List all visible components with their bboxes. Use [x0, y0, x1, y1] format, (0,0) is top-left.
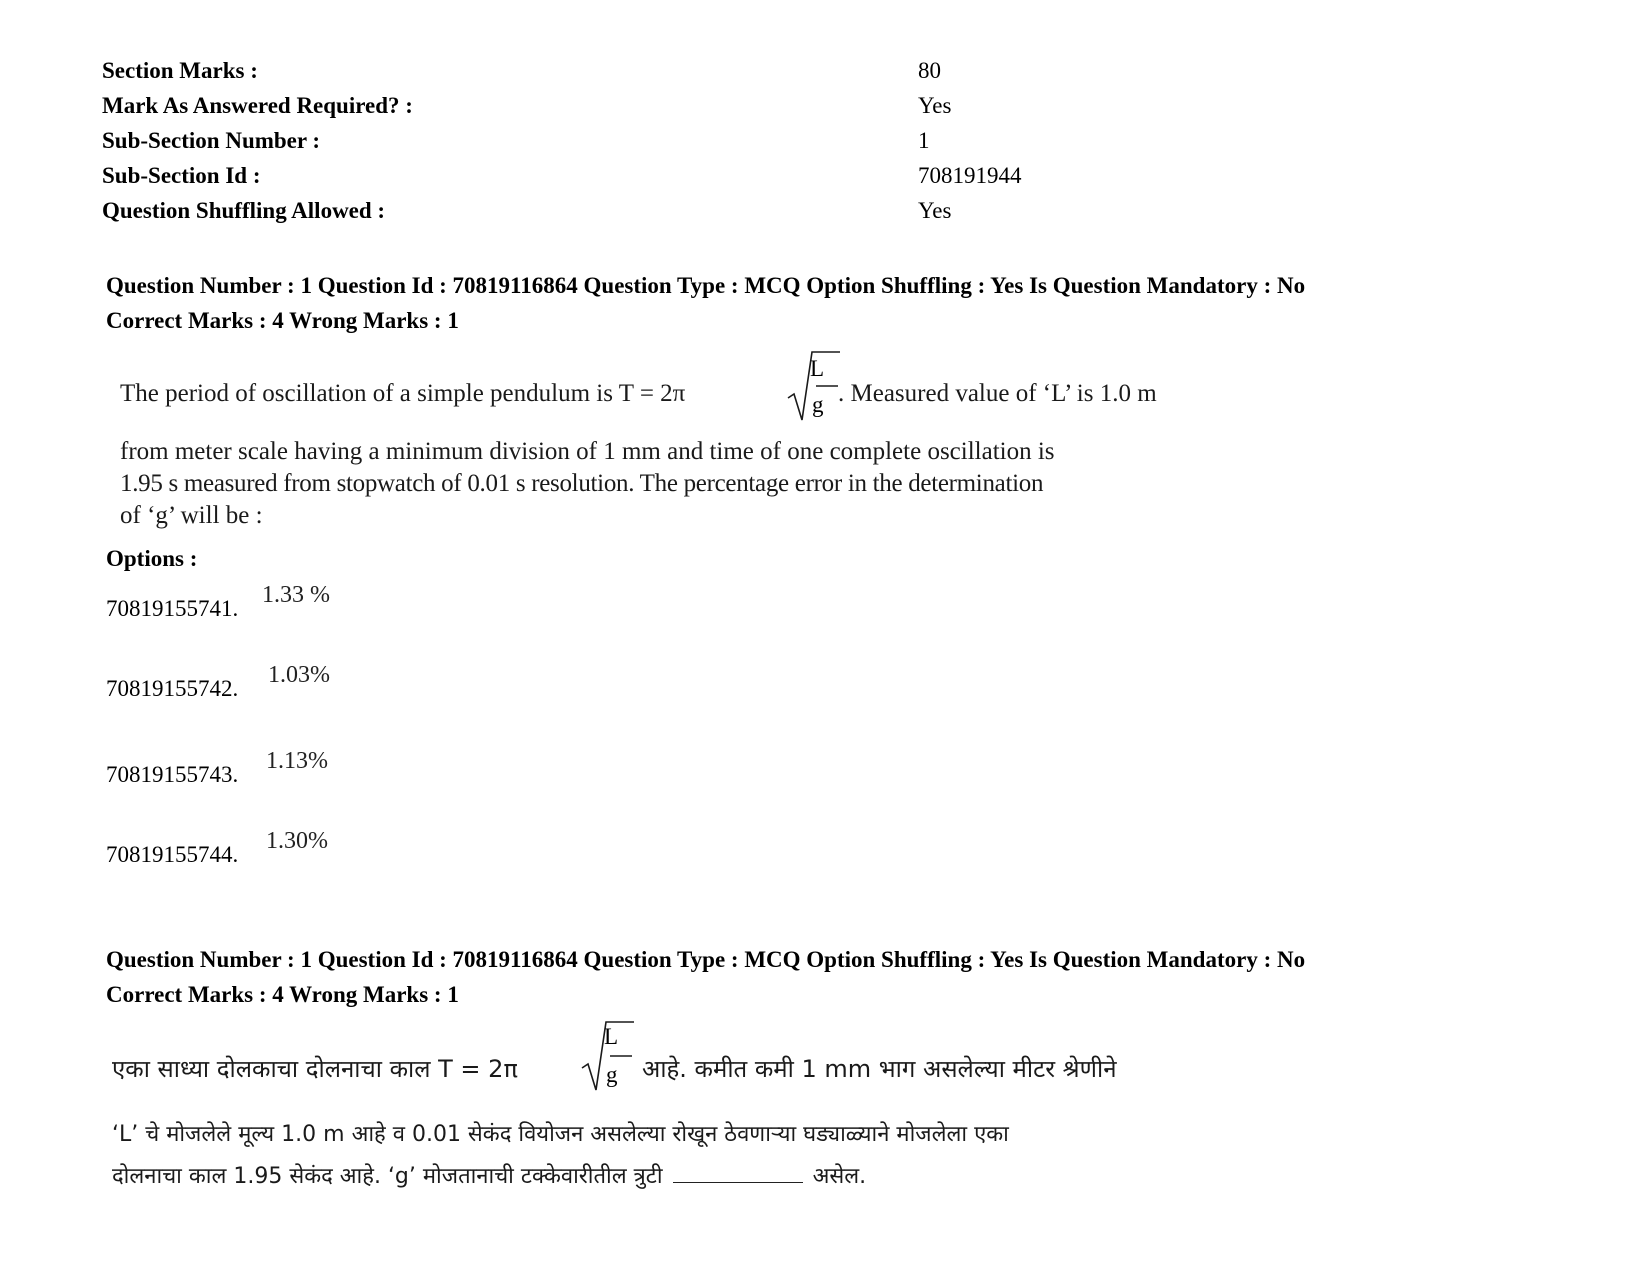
sub-section-id-value: 708191944 [918, 163, 1022, 188]
question-text-line-1b: आहे. कमीत कमी 1 mm भाग असलेल्या मीटर श्रेणीने [642, 1055, 1117, 1083]
option-id: 70819155742. [106, 676, 239, 701]
question-shuffling-label: Question Shuffling Allowed : [102, 198, 386, 223]
answer-blank [673, 1162, 803, 1183]
formula-numerator: L [604, 1024, 619, 1049]
question-text-line-4: of ‘g’ will be : [120, 502, 263, 529]
question-text-line-1b: . Measured value of ‘L’ is 1.0 m [838, 380, 1157, 407]
option-id: 70819155744. [106, 842, 239, 867]
question-marks: Correct Marks : 4 Wrong Marks : 1 [106, 308, 459, 333]
question-text-line-1a: एका साध्या दोलकाचा दोलनाचा काल T = 2π [112, 1055, 518, 1083]
option-id: 70819155741. [106, 596, 239, 621]
question-text-line-2: from meter scale having a minimum division of 1 mm and time of one complete oscillation is [120, 438, 1055, 465]
option-id: 70819155743. [106, 762, 239, 787]
option-value: 1.13% [266, 748, 328, 774]
sub-section-id-label: Sub-Section Id : [102, 163, 261, 188]
option-value: 1.33 % [262, 582, 330, 608]
option-value: 1.30% [266, 828, 328, 854]
question-marks: Correct Marks : 4 Wrong Marks : 1 [106, 982, 459, 1007]
question-text-line-3: 1.95 s measured from stopwatch of 0.01 s resolution. The percentage error in the determination [120, 470, 1044, 497]
section-marks-value: 80 [918, 58, 941, 83]
question-header: Question Number : 1 Question Id : 70819116864 Question Type : MCQ Option Shuffling : Yes Is Question Mandatory : No [106, 947, 1306, 972]
mark-as-answered-label: Mark As Answered Required? : [102, 93, 413, 118]
section-marks-label: Section Marks : [102, 58, 258, 83]
sub-section-number-value: 1 [918, 128, 930, 153]
question-text-line-1a: The period of oscillation of a simple pendulum is T = 2π [120, 380, 686, 407]
formula-numerator: L [810, 356, 825, 381]
question-text-line-3a: दोलनाचा काल 1.95 सेकंद आहे. ‘g’ मोजतानाची टक्केवारीतील त्रुटी [112, 1164, 663, 1189]
formula-denominator: g [812, 392, 824, 417]
question-text-line-3b: असेल. [812, 1164, 867, 1189]
question-text-line-3 [112, 1160, 866, 1190]
question-header: Question Number : 1 Question Id : 70819116864 Question Type : MCQ Option Shuffling : Yes Is Question Mandatory : No [106, 273, 1306, 298]
question-shuffling-value: Yes [918, 198, 952, 223]
mark-as-answered-value: Yes [918, 93, 952, 118]
sub-section-number-label: Sub-Section Number : [102, 128, 321, 153]
question-text-line-2: ‘L’ चे मोजलेले मूल्य 1.0 m आहे व 0.01 सेकंद वियोजन असलेल्या रोखून ठेवणाऱ्या घड्याळ्याने मोजलेला एका [112, 1122, 1009, 1147]
option-value: 1.03% [268, 662, 330, 688]
options-label: Options : [106, 546, 198, 571]
formula-denominator: g [606, 1062, 618, 1087]
